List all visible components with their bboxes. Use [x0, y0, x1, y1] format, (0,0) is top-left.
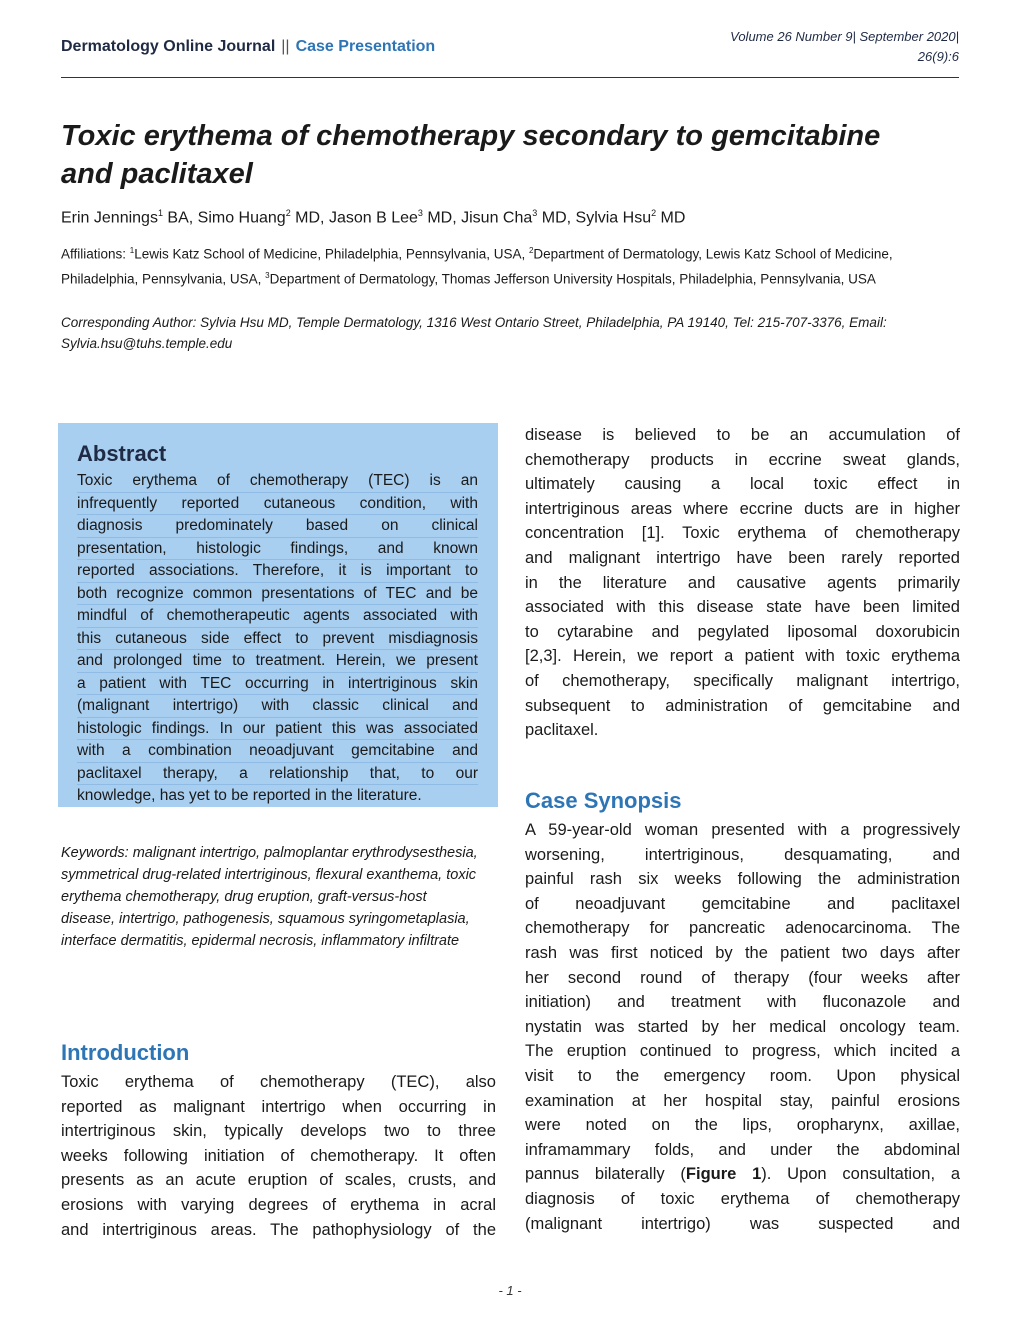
header-separator: ||	[281, 38, 290, 55]
affiliation-1: Lewis Katz School of Medicine, Philadelphia, Pennsylvania, USA,	[134, 246, 529, 262]
body-line: ultimately causing a local toxic effect in	[525, 475, 960, 494]
abstract-line: knowledge, has yet to be reported in the literature.	[77, 787, 422, 804]
keywords: Keywords: malignant intertrigo, palmoplantar erythrodysesthesia, symmetrical drug-related intertriginous, flexural exanthema, toxic erythema chemotherapy, drug eruption, graft-versus-host disease, intertrigo, pathogenesis, squamous syringometaplasia, interface dermatitis, epidermal necrosis, inflammatory infiltrate	[61, 845, 478, 949]
body-line: reported as malignant intertrigo when occurring in	[61, 1097, 496, 1116]
abstract-line: mindful of chemotherapeutic agents associated with	[77, 605, 478, 628]
body-line: intertriginous skin, typically develops two to three	[61, 1122, 496, 1141]
author-degree: BA,	[162, 209, 198, 227]
author-sup: 3	[532, 208, 538, 218]
body-line-figure-ref	[525, 1162, 960, 1187]
author-degree: MD,	[422, 209, 462, 227]
body-line: [2,3]. Herein, we report a patient with toxic erythema	[525, 647, 960, 666]
body-line: weeks following initiation of chemotherapy. It often	[61, 1146, 496, 1165]
body-line: disease is believed to be an accumulation of	[525, 426, 960, 444]
body-line: Toxic erythema of chemotherapy (TEC), also	[61, 1073, 496, 1091]
fig-pre-text: pannus bilaterally (	[525, 1165, 686, 1184]
affiliation-sup: 1	[129, 246, 135, 255]
page-number: - 1 -	[498, 1283, 522, 1298]
body-line: of chemotherapy, specifically malignant intertrigo,	[525, 671, 960, 690]
body-line: rash was first noticed by the patient two days after	[525, 943, 960, 962]
author-degree: MD,	[537, 209, 576, 227]
body-line: intertriginous areas where eccrine ducts are in higher	[525, 499, 960, 518]
abstract-line: paclitaxel therapy, a relationship that, to our	[77, 763, 478, 786]
case-synopsis-text	[525, 818, 960, 1236]
abstract-line: (malignant intertrigo) with classic clinical and	[77, 695, 478, 718]
volume-info	[730, 27, 959, 67]
author-degree: MD,	[290, 209, 329, 227]
body-line: The eruption continued to progress, which incited a	[525, 1042, 960, 1061]
body-line: and intertriginous areas. The pathophysiology of the	[61, 1220, 496, 1239]
author-name: Simo Huang	[197, 209, 286, 227]
author-list	[61, 208, 959, 227]
introduction-text	[61, 1070, 496, 1242]
author-sup: 1	[157, 208, 163, 218]
body-line: erosions with varying degrees of erythema in acral	[61, 1195, 496, 1214]
affiliation-2: Department of Dermatology, Lewis Katz School of Medicine, Philadelphia, Pennsylvania, USA,	[61, 246, 893, 286]
issue-number: 26(9):6	[917, 49, 959, 64]
body-line: examination at her hospital stay, painful erosions	[525, 1091, 960, 1110]
body-line: and malignant intertrigo have been rarely reported	[525, 548, 960, 567]
body-line: in the literature and causative agents primarily	[525, 573, 960, 592]
affiliations	[61, 240, 959, 289]
abstract-line: presentation, histologic findings, and known	[77, 538, 478, 561]
author-degree: MD	[656, 209, 686, 227]
journal-header	[61, 38, 435, 56]
body-line: were noted on the lips, oropharynx, axillae,	[525, 1116, 960, 1135]
body-line: A 59-year-old woman presented with a progressively	[525, 821, 960, 839]
body-line: paclitaxel.	[525, 721, 599, 740]
abstract-line: this cutaneous side effect to prevent misdiagnosis	[77, 628, 478, 651]
affiliation-sup: 2	[528, 246, 534, 255]
body-line: concentration [1]. Toxic erythema of chemotherapy	[525, 524, 960, 543]
body-line: associated with this disease state have been limited	[525, 598, 960, 617]
body-line: chemotherapy products in eccrine sweat glands,	[525, 450, 960, 469]
body-line: initiation) and treatment with fluconazole and	[525, 993, 960, 1012]
body-line: presents as an acute eruption of scales, crusts, and	[61, 1171, 496, 1190]
body-line: painful rash six weeks following the administration	[525, 870, 960, 889]
author-name: Jason B Lee	[328, 209, 418, 227]
body-line: nystatin was started by her medical oncology team.	[525, 1017, 960, 1036]
author-sup: 2	[285, 208, 291, 218]
affiliation-sup: 3	[265, 270, 270, 280]
body-line: worsening, intertriginous, desquamating, and	[525, 845, 960, 864]
affiliations-label: Affiliations:	[61, 246, 130, 262]
introduction-heading: Introduction	[61, 1040, 190, 1065]
author-name: Sylvia Hsu	[575, 209, 652, 227]
journal-name: Dermatology Online Journal	[61, 38, 276, 55]
body-line: of neoadjuvant gemcitabine and paclitaxel	[525, 894, 960, 913]
author-name: Jisun Cha	[461, 209, 533, 227]
header-divider	[61, 77, 959, 78]
author-sup: 2	[651, 208, 657, 218]
affiliation-3: Department of Dermatology, Thomas Jefferson University Hospitals, Philadelphia, Pennsylvania, USA	[269, 271, 876, 286]
abstract-line: with a combination neoadjuvant gemcitabine and	[77, 740, 478, 763]
body-line: visit to the emergency room. Upon physical	[525, 1066, 960, 1085]
abstract-heading: Abstract	[77, 441, 167, 466]
introduction-continued	[525, 423, 960, 743]
section-type: Case Presentation	[295, 38, 436, 55]
body-line: diagnosis of toxic erythema of chemotherapy	[525, 1189, 960, 1208]
abstract-line: a patient with TEC occurring in intertriginous skin	[77, 673, 478, 696]
body-line: inframammary folds, and under the abdominal	[525, 1140, 960, 1159]
title-line-2: and paclitaxel	[61, 158, 253, 190]
case-synopsis-heading: Case Synopsis	[525, 788, 682, 813]
corresponding-author: Corresponding Author: Sylvia Hsu MD, Temple Dermatology, 1316 West Ontario Street, Philadelphia, PA 19140, Tel: 215-707-3376, Email: Sylvia.hsu@tuhs.temple.edu	[61, 315, 887, 351]
abstract-line: both recognize common presentations of TEC and be	[77, 583, 478, 606]
body-line: her second round of therapy (four weeks after	[525, 968, 960, 987]
abstract-text	[77, 470, 478, 807]
abstract-line: diagnosis predominately based on clinical	[77, 515, 478, 538]
abstract-line: reported associations. Therefore, it is important to	[77, 560, 478, 583]
body-line: chemotherapy for pancreatic adenocarcinoma. The	[525, 919, 960, 938]
title-line-1: Toxic erythema of chemotherapy secondary to gemcitabine	[61, 120, 881, 152]
abstract-line: histologic findings. In our patient this was associated	[77, 718, 478, 741]
abstract-line: infrequently reported cutaneous condition, with	[77, 493, 478, 516]
body-line: subsequent to administration of gemcitabine and	[525, 696, 960, 715]
author-name: Erin Jennings	[61, 209, 158, 227]
fig-post-text: ). Upon consultation, a	[761, 1165, 960, 1184]
body-line: to cytarabine and pegylated liposomal doxorubicin	[525, 622, 960, 641]
abstract-line: Toxic erythema of chemotherapy (TEC) is an	[77, 470, 478, 493]
volume-line: Volume 26 Number 9| September 2020|	[730, 29, 959, 44]
abstract-line: and prolonged time to treatment. Herein, we present	[77, 650, 478, 673]
body-line: (malignant intertrigo) was suspected and	[525, 1214, 960, 1233]
author-sup: 3	[417, 208, 423, 218]
figure-1-link[interactable]: Figure 1	[685, 1165, 762, 1184]
article-title	[61, 117, 959, 193]
